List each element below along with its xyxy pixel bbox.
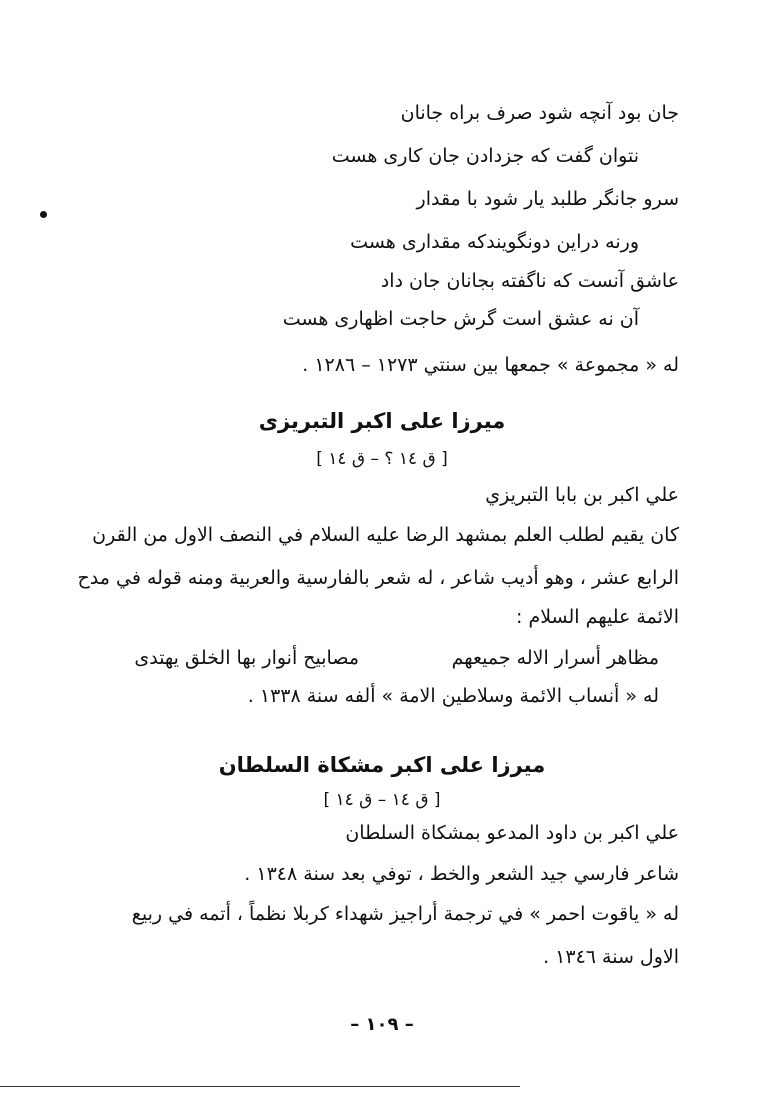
collection-note: له « مجموعة » جمعها بين سنتي ١٢٧٣ – ١٢٨٦ . [302,354,679,376]
poem-line-3: سرو جانگر طلبد یار شود با مقدار [416,188,679,210]
entry2-body-1: شاعر فارسي جيد الشعر والخط ، توفي بعد سنة ١٣٤٨ . [244,863,679,885]
entry1-verse-right: مظاهر أسرار الاله جميعهم [451,647,659,669]
entry2-body-3: الاول سنة ١٣٤٦ . [543,946,679,968]
poem-line-5: عاشق آنست که ناگفته بجانان جان داد [380,270,679,292]
page-number: – ١٠٩ – [350,1014,414,1035]
bottom-rule [0,1086,520,1087]
entry1-body-3: الائمة عليهم السلام : [516,606,679,628]
poem-line-1: جان بود آنچه شود صرف براه جانان [400,102,679,124]
margin-dot [40,211,47,218]
entry1-body-1: كان يقيم لطلب العلم بمشهد الرضا عليه السلام في النصف الاول من القرن [92,524,679,546]
entry2-title: ميرزا على اكبر مشكاة السلطان [218,753,546,777]
entry1-title: ميرزا على اكبر التبريزى [258,409,506,433]
poem-line-6: آن نه عشق است گرش حاجت اظهاری هست [282,308,639,330]
entry1-verse-left: مصابيح أنوار بها الخلق يهتدى [134,647,359,669]
poem-line-2: نتوان گفت که جزدادن جان کاری هست [331,145,639,167]
entry1-name: علي اكبر بن بابا التبريزي [485,484,679,506]
entry2-body-2: له « ياقوت احمر » في ترجمة أراجيز شهداء كربلا نظماً ، أتمه في ربيع [131,903,679,925]
entry2-name: علي اكبر بن داود المدعو بمشكاة السلطان [345,822,679,844]
entry1-dates: [ ق ١٤ ؟ – ق ١٤ ] [316,449,448,469]
entry1-work: له « أنساب الائمة وسلاطين الامة » ألفه سنة ١٣٣٨ . [247,685,659,707]
poem-line-4: ورنه دراین دونگویندکه مقداری هست [350,231,639,253]
entry2-dates: [ ق ١٤ – ق ١٤ ] [323,790,441,810]
entry1-body-2: الرابع عشر ، وهو أديب شاعر ، له شعر بالفارسية والعربية ومنه قوله في مدح [77,567,679,589]
